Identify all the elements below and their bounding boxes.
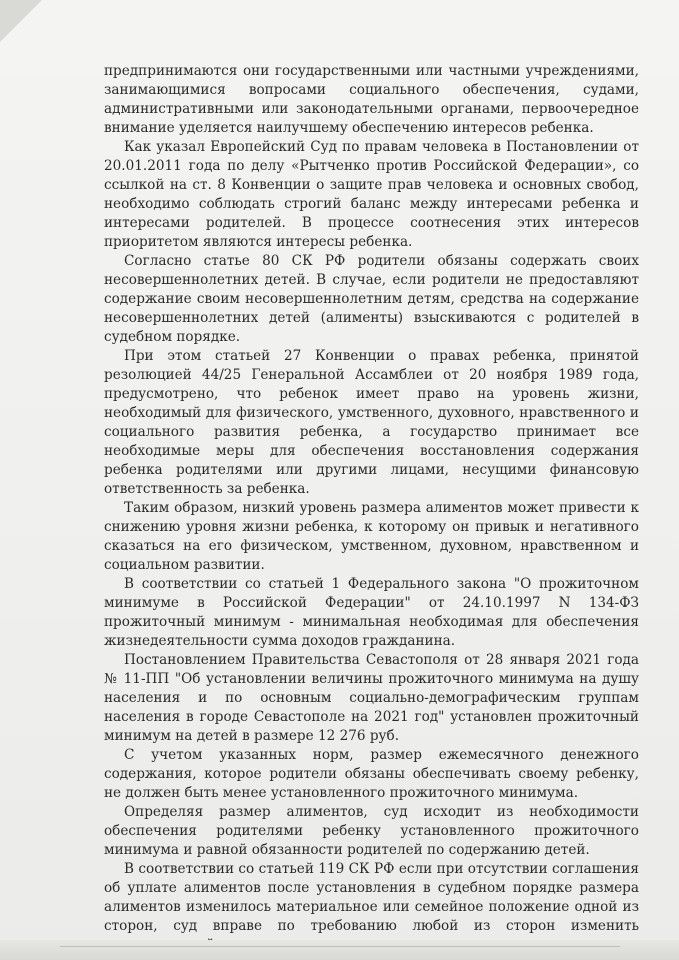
paragraph-2: Как указал Европейский Суд по правам человека в Постановлении от 20.01.2011 года по делу «Рытченко против Российской Федерации», со ссылкой на ст. 8 Конвенции о защите прав человека и основных свобод, необходимо соблюдать строгий баланс между интересами ребенка и интересами родителей. В процессе соотнесения этих интересов приоритетом являются интересы ребенка. bbox=[104, 139, 639, 250]
page-corner-fold bbox=[0, 0, 42, 42]
paragraph-4: При этом статьей 27 Конвенции о правах ребенка, принятой резолюцией 44/25 Генеральной Ассамблеи от 20 ноября 1989 года, предусмотрено, что ребенок имеет право на уровень жизни, необходимый для физического, умственного, духовного, нравственного и социального развития ребенка, а государство принимает все необходимые меры для обеспечения восстановления содержания ребенка родителями или другими лицами, несущими финансовую ответственность за ребенка. bbox=[104, 348, 639, 497]
paragraph-9: Определяя размер алиментов, суд исходит из необходимости обеспечения родителями ребенку установленного прожиточного минимума и равной обязанности родителей по содержанию детей. bbox=[104, 804, 639, 858]
paragraph-3: Согласно статье 80 СК РФ родители обязаны содержать своих несовершеннолетних детей. В случае, если родители не предоставляют содержание своим несовершеннолетним детям, средства на содержание несовершеннолетних детей (алименты) взыскиваются с родителей в судебном порядке. bbox=[104, 253, 639, 345]
paragraph-5: Таким образом, низкий уровень размера алиментов может привести к снижению уровня жизни ребенка, к которому он привык и негативного сказаться на его физическом, умственном, духовном, нравственном и социальном развитии. bbox=[104, 500, 639, 573]
paragraph-7: Постановлением Правительства Севастополя от 28 января 2021 года № 11-ПП "Об установлении величины прожиточного минимума на душу населения и по основным социально-демографическим группам населения в городе Севастополе на 2021 год" установлен прожиточный минимум на детей в размере 12 276 руб. bbox=[104, 652, 639, 744]
paragraph-10: В соответствии со статьей 119 СК РФ если при отсутствии соглашения об уплате алиментов после установления в судебном порядке размера алиментов изменилось материальное или семейное положение одной из сторон, суд вправе по требованию любой из сторон изменить bbox=[104, 861, 639, 934]
document-body bbox=[104, 62, 639, 955]
paragraph-8: С учетом указанных норм, размер ежемесячного денежного содержания, которое родители обязаны обеспечивать своему ребенку, не должен быть менее установленного прожиточного минимума. bbox=[104, 747, 639, 801]
paragraph-1: предпринимаются они государственными или частными учреждениями, занимающимися вопросами социального обеспечения, судами, административными или законодательными органами, первоочередное внимание уделяется наилучшему обеспечению интересов ребенка. bbox=[104, 63, 639, 136]
paragraph-6: В соответствии со статьей 1 Федерального закона "О прожиточном минимуме в Российской Федерации" от 24.10.1997 N 134-ФЗ прожиточный минимум - минимальная необходимая для обеспечения жизнедеятельности сумма доходов гражданина. bbox=[104, 576, 639, 649]
page-bottom-rule bbox=[60, 946, 620, 947]
page-bottom-edge bbox=[0, 940, 679, 960]
